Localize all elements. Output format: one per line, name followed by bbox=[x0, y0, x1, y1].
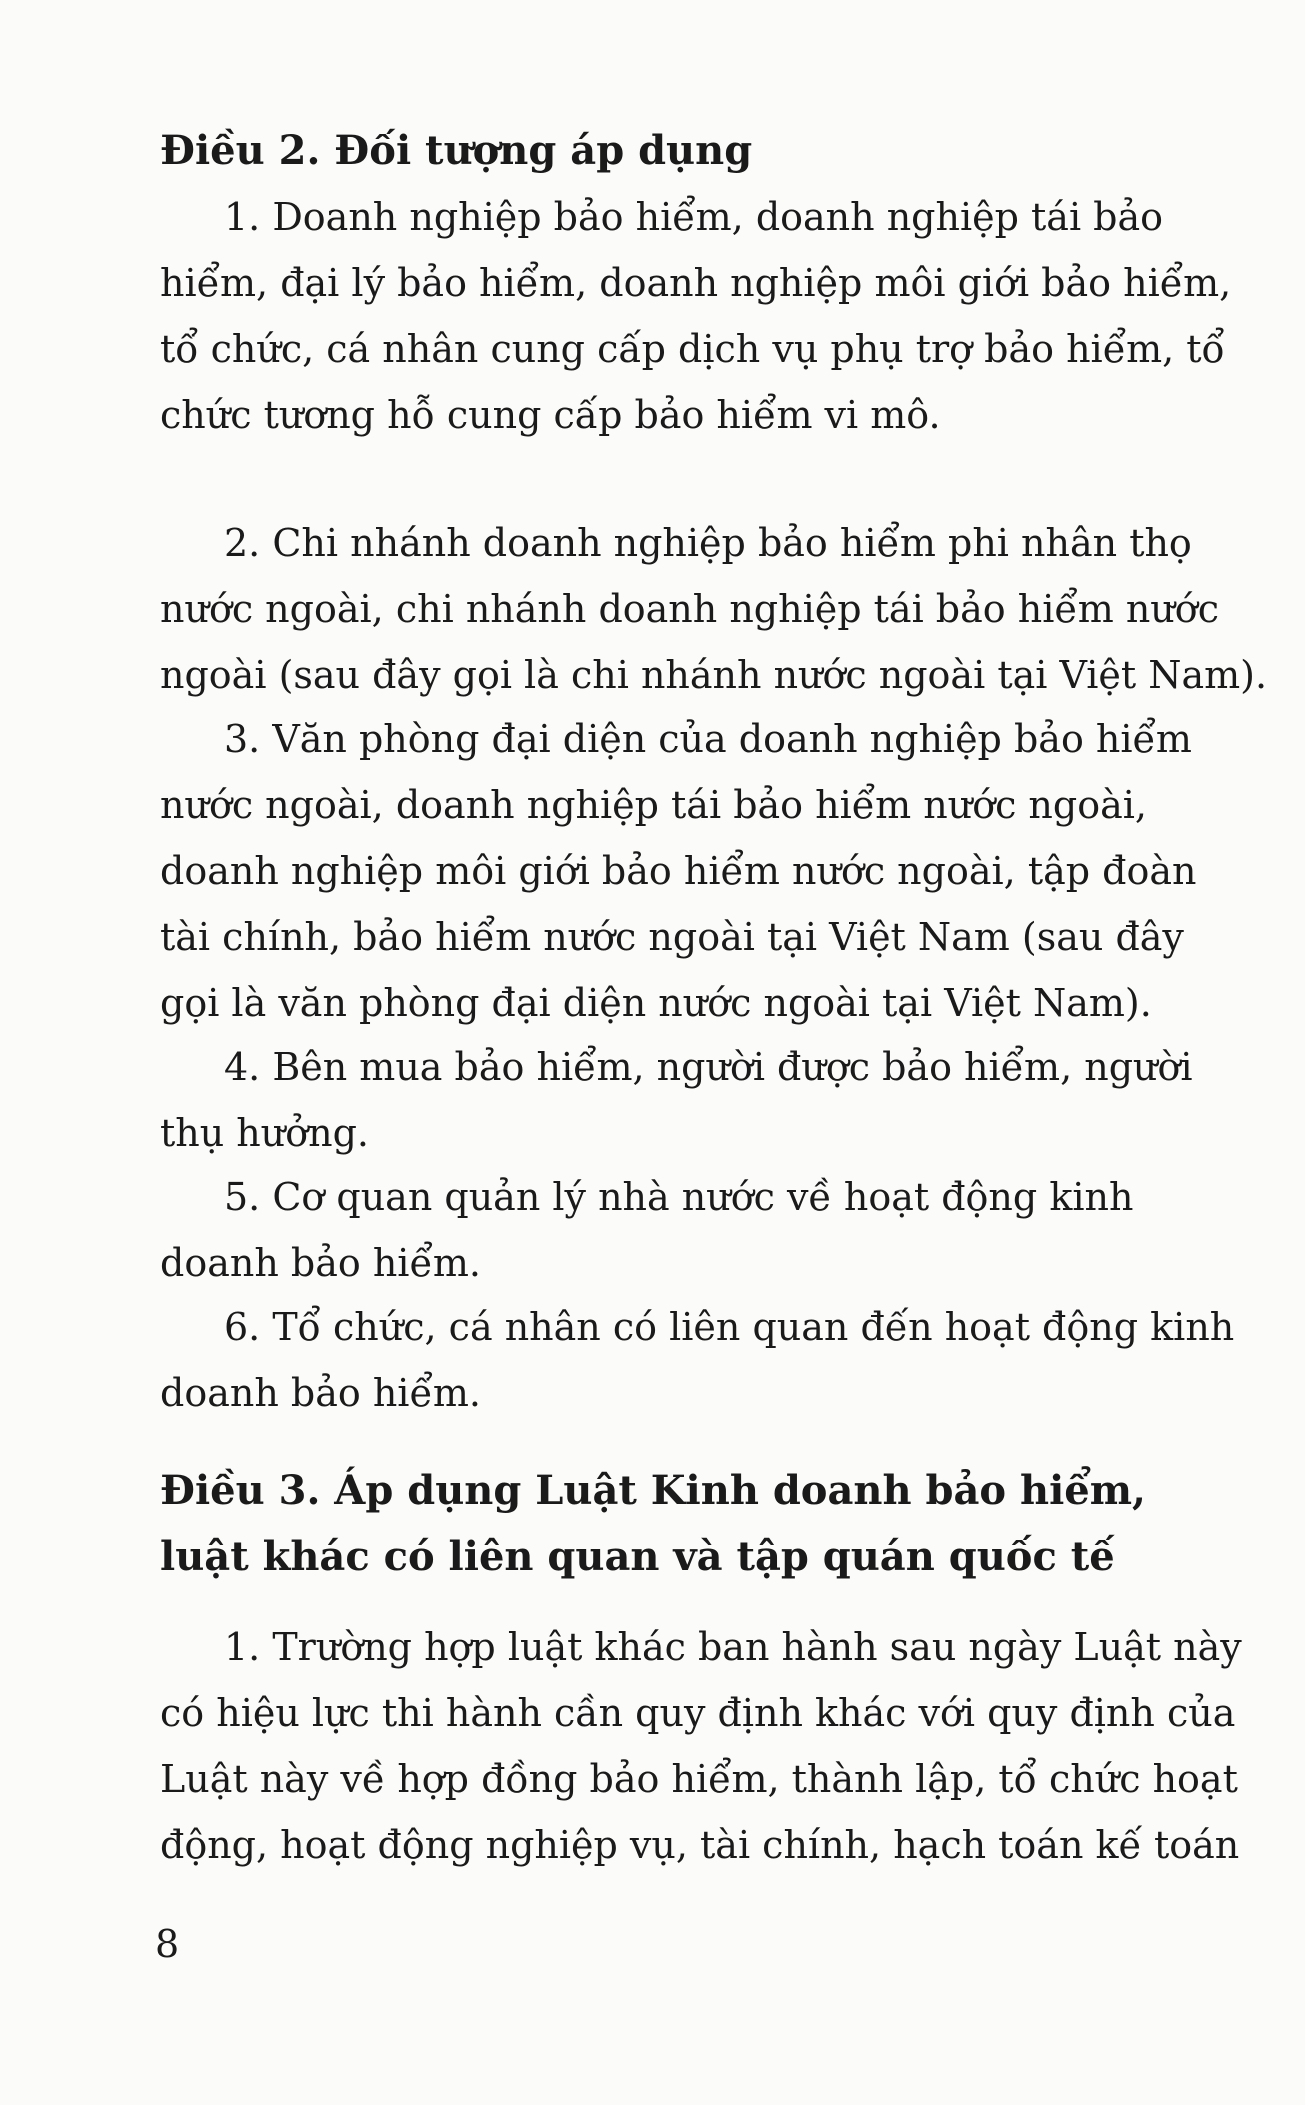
article-2-item-4 bbox=[160, 1034, 1230, 1166]
text-line: 1. Doanh nghiệp bảo hiểm, doanh nghiệp tái bảo bbox=[224, 195, 1164, 239]
text-line: Luật này về hợp đồng bảo hiểm, thành lập, tổ chức hoạt bbox=[160, 1757, 1238, 1801]
heading-line: Điều 3. Áp dụng Luật Kinh doanh bảo hiểm, bbox=[160, 1467, 1146, 1514]
text-line: 3. Văn phòng đại diện của doanh nghiệp bảo hiểm bbox=[224, 717, 1192, 761]
heading-line: luật khác có liên quan và tập quán quốc tế bbox=[160, 1533, 1115, 1580]
text-line: gọi là văn phòng đại diện nước ngoài tại Việt Nam). bbox=[160, 981, 1152, 1025]
text-line: tổ chức, cá nhân cung cấp dịch vụ phụ trợ bảo hiểm, tổ bbox=[160, 327, 1225, 371]
article-2-item-1 bbox=[160, 184, 1230, 448]
text-line: nước ngoài, chi nhánh doanh nghiệp tái bảo hiểm nước bbox=[160, 587, 1219, 631]
article-3-item-1 bbox=[160, 1614, 1242, 1878]
page-number: 8 bbox=[155, 1922, 180, 1966]
text-line: 2. Chi nhánh doanh nghiệp bảo hiểm phi nhân thọ bbox=[224, 521, 1192, 565]
text-line: 4. Bên mua bảo hiểm, người được bảo hiểm, người bbox=[224, 1045, 1193, 1089]
text-line: động, hoạt động nghiệp vụ, tài chính, hạch toán kế toán bbox=[160, 1823, 1240, 1867]
text-line: 1. Trường hợp luật khác ban hành sau ngày Luật này bbox=[224, 1625, 1242, 1669]
text-line: thụ hưởng. bbox=[160, 1111, 369, 1155]
text-line: có hiệu lực thi hành cần quy định khác với quy định của bbox=[160, 1691, 1236, 1735]
article-3-heading bbox=[160, 1458, 1230, 1590]
text-line: tài chính, bảo hiểm nước ngoài tại Việt Nam (sau đây bbox=[160, 915, 1184, 959]
article-2-item-6 bbox=[160, 1294, 1235, 1426]
text-line: doanh nghiệp môi giới bảo hiểm nước ngoài, tập đoàn bbox=[160, 849, 1197, 893]
text-line: hiểm, đại lý bảo hiểm, doanh nghiệp môi giới bảo hiểm, bbox=[160, 261, 1232, 305]
text-line: chức tương hỗ cung cấp bảo hiểm vi mô. bbox=[160, 393, 941, 437]
text-line: 5. Cơ quan quản lý nhà nước về hoạt động kinh bbox=[224, 1175, 1134, 1219]
article-2-item-3 bbox=[160, 706, 1230, 1036]
text-line: nước ngoài, doanh nghiệp tái bảo hiểm nước ngoài, bbox=[160, 783, 1147, 827]
text-line: doanh bảo hiểm. bbox=[160, 1241, 481, 1285]
article-2-item-2 bbox=[160, 510, 1268, 708]
text-line: 6. Tổ chức, cá nhân có liên quan đến hoạt động kinh bbox=[224, 1305, 1235, 1349]
article-2-item-5 bbox=[160, 1164, 1230, 1296]
text-line: ngoài (sau đây gọi là chi nhánh nước ngoài tại Việt Nam). bbox=[160, 653, 1268, 697]
text-line: doanh bảo hiểm. bbox=[160, 1371, 481, 1415]
article-2-heading: Điều 2. Đối tượng áp dụng bbox=[160, 127, 753, 174]
